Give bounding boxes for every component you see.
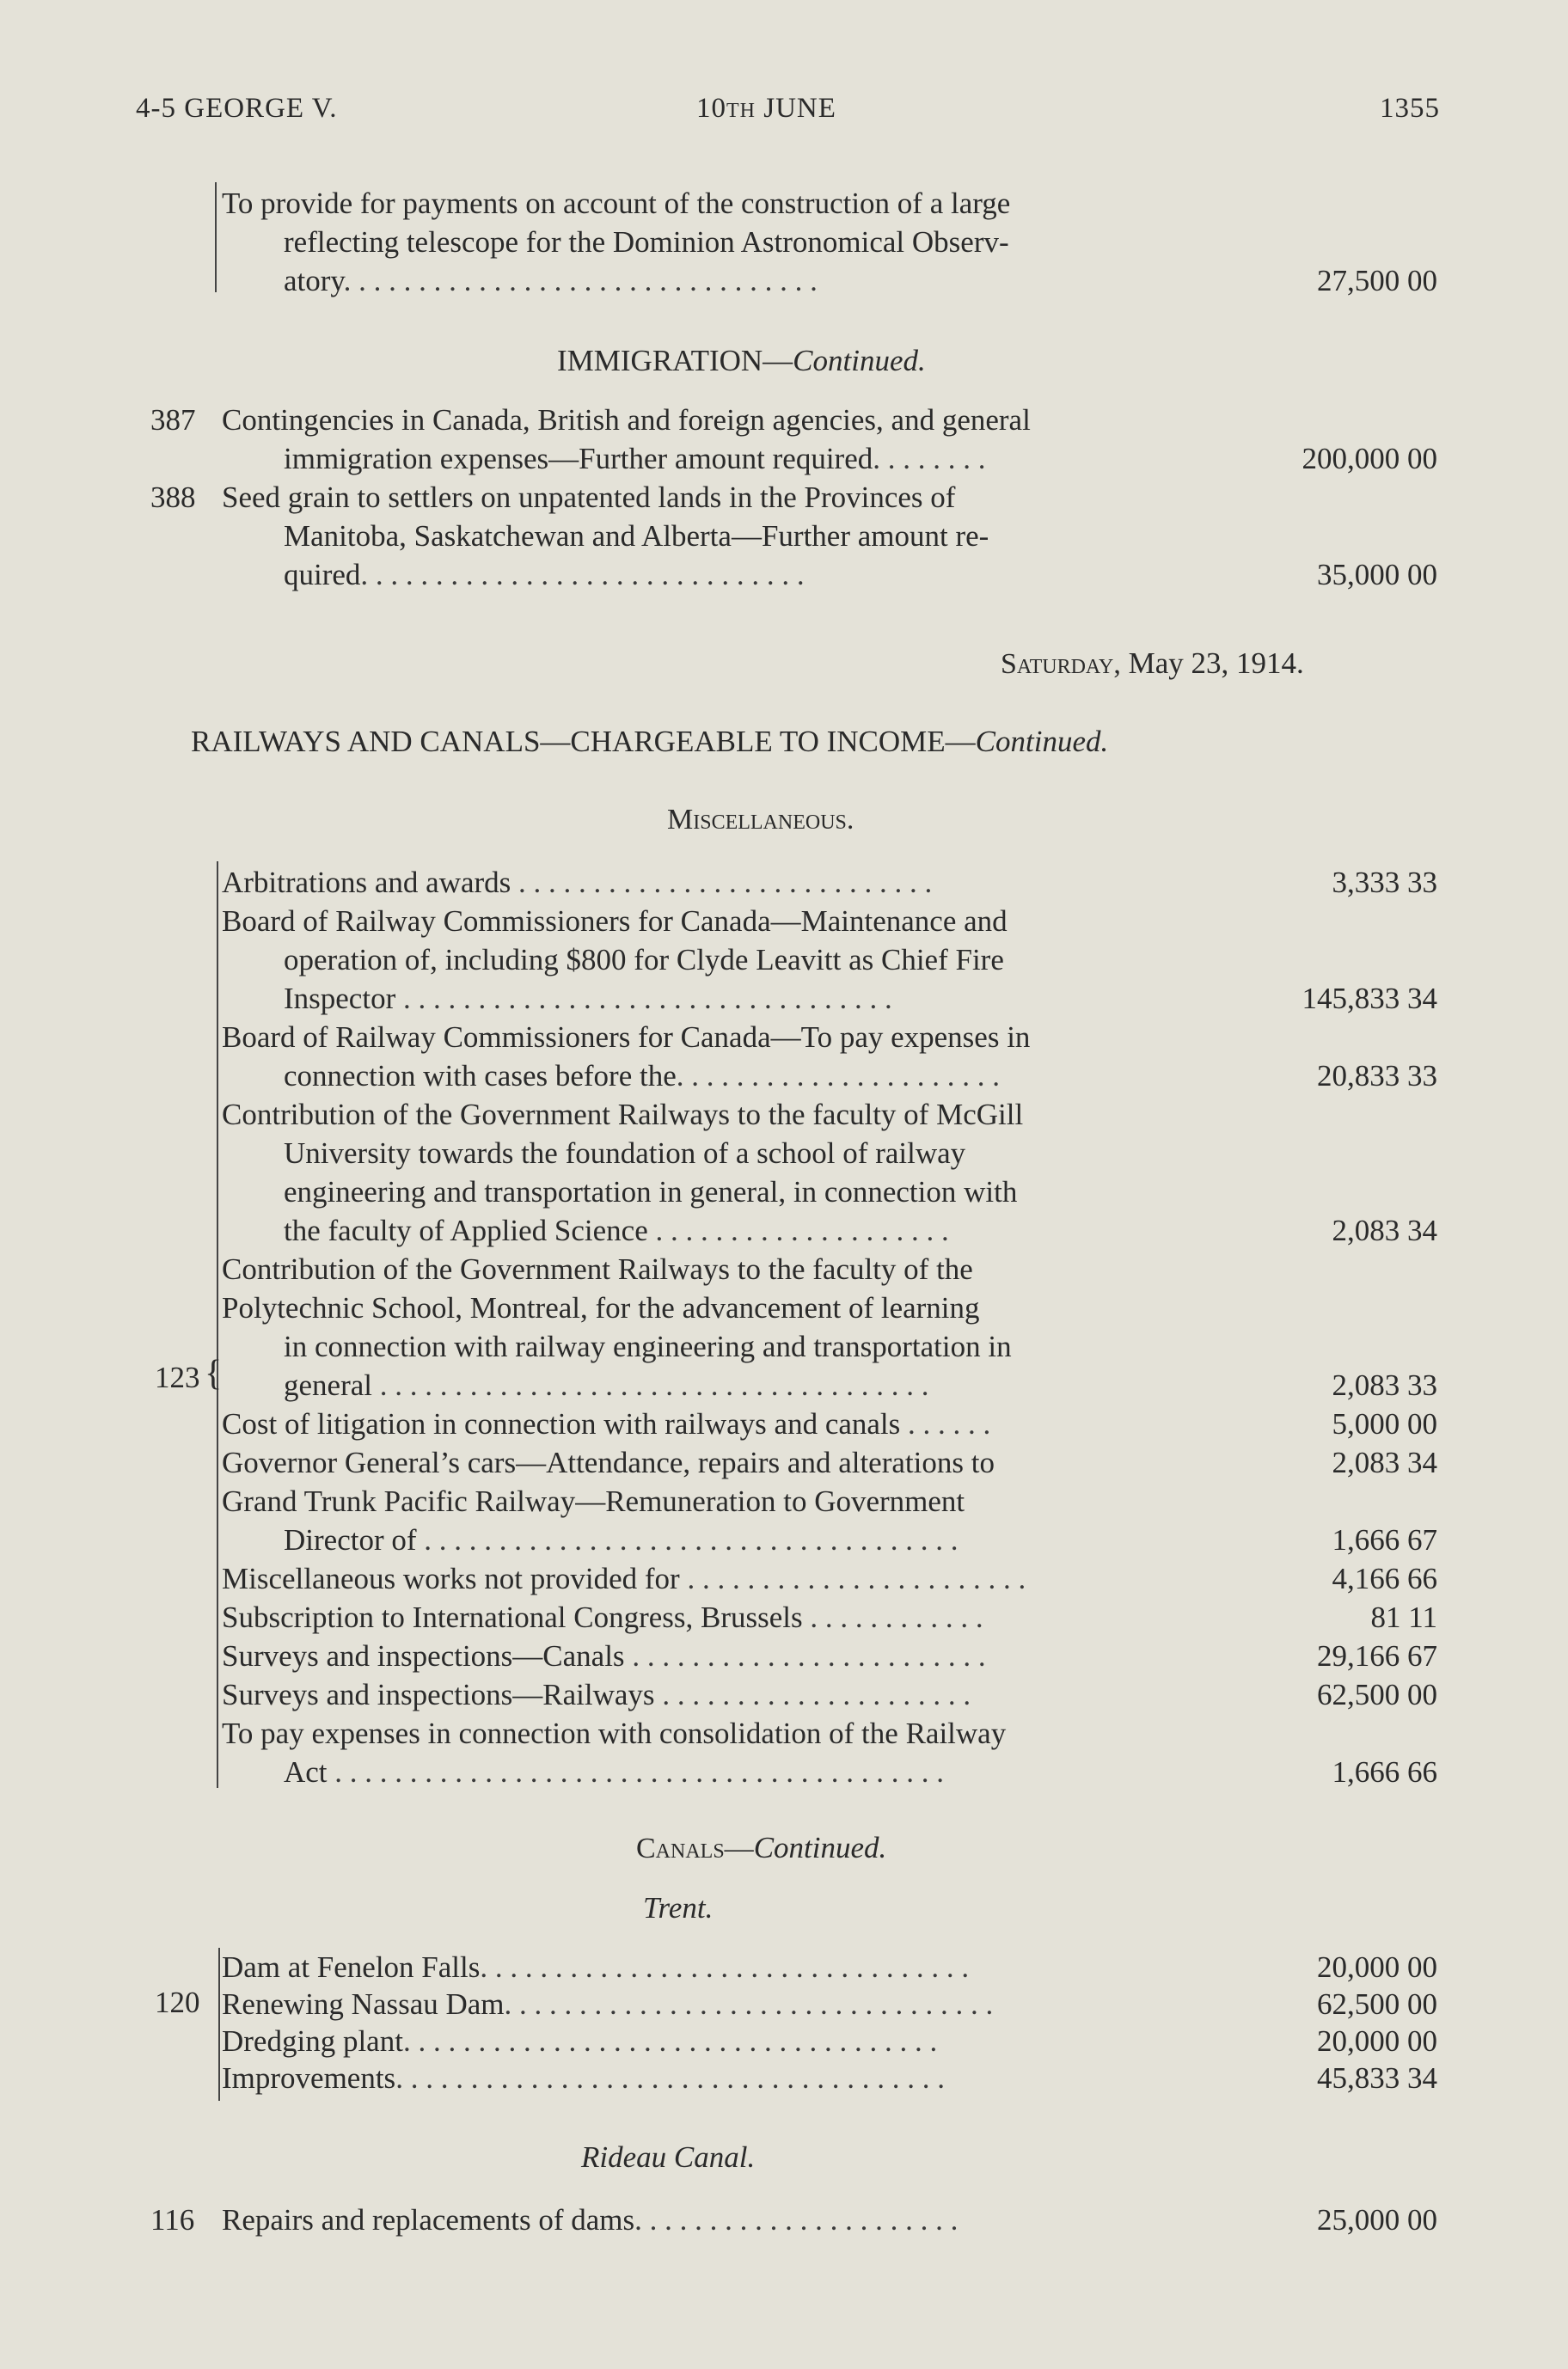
header-regnal-year: 4-5 GEORGE V.: [136, 93, 338, 124]
amount: 145,833 34: [1302, 982, 1437, 1015]
entry-line: Contribution of the Government Railways to the faculty of McGill: [222, 1098, 1024, 1131]
header-date-month: JUNE: [756, 93, 836, 124]
amount: 27,500 00: [1317, 264, 1437, 297]
entry-line: [222, 1211, 1245, 1250]
entry-line: in connection with railway engineering and transportation in: [284, 1330, 1012, 1363]
amount: 2,083 33: [1332, 1368, 1437, 1402]
heading-continued: Continued.: [793, 344, 926, 377]
vote-number-120: 120: [155, 1986, 200, 2019]
amount: 35,000 00: [1317, 558, 1437, 591]
misc-entry: [222, 1482, 1245, 1559]
section-heading-railways: [191, 725, 1108, 759]
amount: 200,000 00: [1302, 442, 1437, 475]
entry-line: [222, 2201, 1245, 2239]
entry-text: the faculty of Applied Science: [284, 1214, 648, 1247]
header-date-suffix: TH: [726, 100, 756, 122]
sitting-day: Saturday,: [1001, 648, 1121, 680]
entry-line: [222, 1056, 1245, 1095]
entry-line: [222, 2022, 1245, 2060]
leader-dots: . . . . . . . . . . . . . . . . . . . . . . . . . . . . . . . . .: [504, 1987, 994, 2021]
vote-number: 387: [150, 403, 196, 437]
heading-continued: Continued.: [975, 725, 1109, 758]
vote-number: 388: [150, 481, 196, 514]
subheading-trent: Trent.: [643, 1891, 714, 1925]
misc-entry: [222, 1714, 1245, 1791]
entry-line: University towards the foundation of a school of railway: [284, 1136, 966, 1170]
leader-dots: . . . . . . . . . . . . . . . . . . . . . .: [676, 1059, 1001, 1093]
entry-text: Renewing Nassau Dam: [222, 1987, 505, 2021]
misc-entry: [222, 1095, 1245, 1250]
entry-line: Grand Trunk Pacific Railway—Remuneration to Government: [222, 1484, 965, 1518]
brace-glyph: {: [205, 1354, 223, 1393]
entry-line: To pay expenses in connection with consolidation of the Railway: [222, 1717, 1007, 1750]
entry-line: Board of Railway Commissioners for Canada—To pay expenses in: [222, 1020, 1031, 1054]
misc-entry: [222, 1559, 1245, 1598]
entry-line: [222, 1675, 1245, 1714]
rideau-entry: [222, 2201, 1245, 2239]
leader-dots: . . . . . .: [908, 1407, 991, 1441]
entry-text: Director of: [284, 1523, 417, 1557]
entry-text: Dam at Fenelon Falls: [222, 1950, 481, 1984]
bracket-vote-120: [218, 1948, 220, 2101]
entry-line: [222, 863, 1245, 902]
misc-entry: [222, 1675, 1245, 1714]
trent-entry: [222, 2022, 1245, 2060]
amount: 4,166 66: [1332, 1562, 1437, 1595]
subheading-miscellaneous: Miscellaneous.: [667, 804, 854, 836]
leader-dots: . . . . . . . . . . . . . . . . . . . . . .: [634, 2203, 959, 2237]
leader-dots: . . . . . . . . . . . . . . . . . . . .: [655, 1214, 949, 1247]
entry-telescope: [222, 184, 1245, 300]
entry-text: Cost of litigation in connection with railways and canals: [222, 1407, 901, 1441]
amount: 5,000 00: [1332, 1407, 1437, 1441]
bracket-top-entry: [215, 182, 217, 292]
entry-line: reflecting telescope for the Dominion Astronomical Observ-: [284, 225, 1009, 259]
entry-line: Contingencies in Canada, British and foreign agencies, and general: [222, 403, 1031, 437]
entry-line: Seed grain to settlers on unpatented lands in the Provinces of: [222, 481, 956, 514]
leader-dots: . . . . . . . . . . . . . . . . . . . . . . . . . . . . . .: [360, 558, 805, 591]
page-number: 1355: [1380, 93, 1440, 124]
heading-text: Canals—: [636, 1833, 754, 1864]
entry-text: Repairs and replacements of dams: [222, 2203, 635, 2237]
sitting-date-text: May 23, 1914.: [1120, 646, 1304, 680]
amount: 62,500 00: [1317, 1678, 1437, 1711]
vote-number: 116: [150, 2203, 195, 2237]
entry-text: Surveys and inspections—Railways: [222, 1678, 655, 1711]
amount: 20,000 00: [1317, 2024, 1437, 2058]
entry-text: quired: [284, 558, 361, 591]
amount: 62,500 00: [1317, 1987, 1437, 2021]
entry-line: [222, 2059, 1245, 2097]
misc-entry: [222, 1598, 1245, 1637]
misc-entry: [222, 1405, 1245, 1443]
entry-line: [222, 1637, 1245, 1675]
section-heading-canals: [636, 1831, 886, 1865]
entry-line: [222, 1366, 1245, 1405]
leader-dots: . . . . . . . . . . . . . . . . . . . . . . . .: [632, 1639, 986, 1673]
leader-dots: . . . . . . . . . . . . . . . . . . . . . . . . . . . . . . . . .: [402, 982, 892, 1015]
vote-number-123: 123: [155, 1361, 200, 1394]
entry-text: Arbitrations and awards: [222, 866, 511, 899]
header-date: [696, 93, 836, 125]
trent-entry: [222, 1948, 1245, 1986]
entry-line: Manitoba, Saskatchewan and Alberta—Further amount re-: [284, 519, 989, 553]
entry-line: [222, 979, 1245, 1018]
amount: 81 11: [1370, 1601, 1437, 1634]
entry-line: To provide for payments on account of the construction of a large: [222, 187, 1011, 220]
leader-dots: . . . . . . . . . . . . . . . . . . . . . . . . . . . . . . . . .: [480, 1950, 970, 1984]
leader-dots: . . . . . . . .: [873, 442, 986, 475]
misc-entry: [222, 1637, 1245, 1675]
entry-line: [222, 1559, 1245, 1598]
heading-text: RAILWAYS AND CANALS—CHARGEABLE TO INCOME—: [191, 725, 976, 758]
trent-entry: [222, 2059, 1245, 2097]
amount: 2,083 34: [1332, 1446, 1437, 1479]
entry-text: general: [284, 1368, 372, 1402]
amount: 20,000 00: [1317, 1950, 1437, 1984]
entry-line: [222, 1598, 1245, 1637]
entry-line: [222, 1985, 1245, 2023]
entry-text: Improvements: [222, 2061, 396, 2095]
amount: 25,000 00: [1317, 2203, 1437, 2237]
leader-dots: . . . . . . . . . . . . . . . . . . . . . . .: [687, 1562, 1026, 1595]
entry-text: Subscription to International Congress, Brussels: [222, 1601, 803, 1634]
entry-line: [222, 1405, 1245, 1443]
entry-line: Board of Railway Commissioners for Canada—Maintenance and: [222, 904, 1008, 938]
bracket-vote-123: [217, 861, 218, 1788]
entry-line: [222, 439, 1245, 478]
leader-dots: . . . . . . . . . . . . . . . . . . . . . . . . . . . .: [518, 866, 933, 899]
misc-entry: [222, 1250, 1245, 1405]
misc-entry: [222, 1443, 1245, 1482]
amount: 3,333 33: [1332, 866, 1437, 899]
leader-dots: . . . . . . . . . . . . . . . . . . . . . . . . . . . . . . . .: [343, 264, 818, 297]
entry-text: Surveys and inspections—Canals: [222, 1639, 625, 1673]
amount: 29,166 67: [1317, 1639, 1437, 1673]
entry-text: Dredging plant: [222, 2024, 403, 2058]
leader-dots: . . . . . . . . . . . .: [810, 1601, 983, 1634]
leader-dots: . . . . . . . . . . . . . . . . . . . . . . . . . . . . . . . . . . . .: [424, 1523, 959, 1557]
entry-line: Governor General’s cars—Attendance, repairs and alterations to: [222, 1446, 995, 1479]
leader-dots: . . . . . . . . . . . . . . . . . . . . . . . . . . . . . . . . . . . . .: [379, 1368, 929, 1402]
entry-line: [222, 1753, 1245, 1791]
entry-388: [222, 478, 1245, 594]
entry-text: Act: [284, 1755, 328, 1789]
heading-text: IMMIGRATION—: [557, 344, 793, 377]
entry-line: [222, 261, 1245, 300]
leader-dots: . . . . . . . . . . . . . . . . . . . . . . . . . . . . . . . . . . . . .: [395, 2061, 945, 2095]
entry-387: [222, 401, 1245, 478]
amount: 1,666 67: [1332, 1523, 1437, 1557]
leader-dots: . . . . . . . . . . . . . . . . . . . . . . . . . . . . . . . . . . . . . . . . .: [334, 1755, 945, 1789]
trent-entry: [222, 1985, 1245, 2023]
amount: 45,833 34: [1317, 2061, 1437, 2095]
entry-line: [222, 1521, 1245, 1559]
amount: 20,833 33: [1317, 1059, 1437, 1093]
entry-text: connection with cases before the: [284, 1059, 677, 1093]
leader-dots: . . . . . . . . . . . . . . . . . . . . .: [662, 1678, 971, 1711]
amount: 2,083 34: [1332, 1214, 1437, 1247]
header-date-day: 10: [696, 93, 726, 124]
section-heading-immigration: [557, 344, 926, 378]
entry-text: atory: [284, 264, 344, 297]
entry-line: [222, 555, 1245, 594]
misc-entry: [222, 863, 1245, 902]
amount: 1,666 66: [1332, 1755, 1437, 1789]
entry-line: [222, 1948, 1245, 1986]
misc-entry: [222, 1018, 1245, 1095]
heading-continued: Continued.: [753, 1831, 887, 1864]
entry-text: immigration expenses—Further amount required: [284, 442, 873, 475]
entry-line: engineering and transportation in general, in connection with: [284, 1175, 1018, 1209]
sitting-date: [1001, 646, 1304, 681]
subheading-rideau: Rideau Canal.: [581, 2140, 756, 2174]
leader-dots: . . . . . . . . . . . . . . . . . . . . . . . . . . . . . . . . . . . .: [402, 2024, 938, 2058]
entry-text: Miscellaneous works not provided for: [222, 1562, 680, 1595]
entry-line: Polytechnic School, Montreal, for the advancement of learning: [222, 1291, 980, 1325]
entry-text: Inspector: [284, 982, 396, 1015]
entry-line: operation of, including $800 for Clyde Leavitt as Chief Fire: [284, 943, 1004, 976]
misc-entry: [222, 902, 1245, 1018]
entry-line: Contribution of the Government Railways to the faculty of the: [222, 1252, 973, 1286]
